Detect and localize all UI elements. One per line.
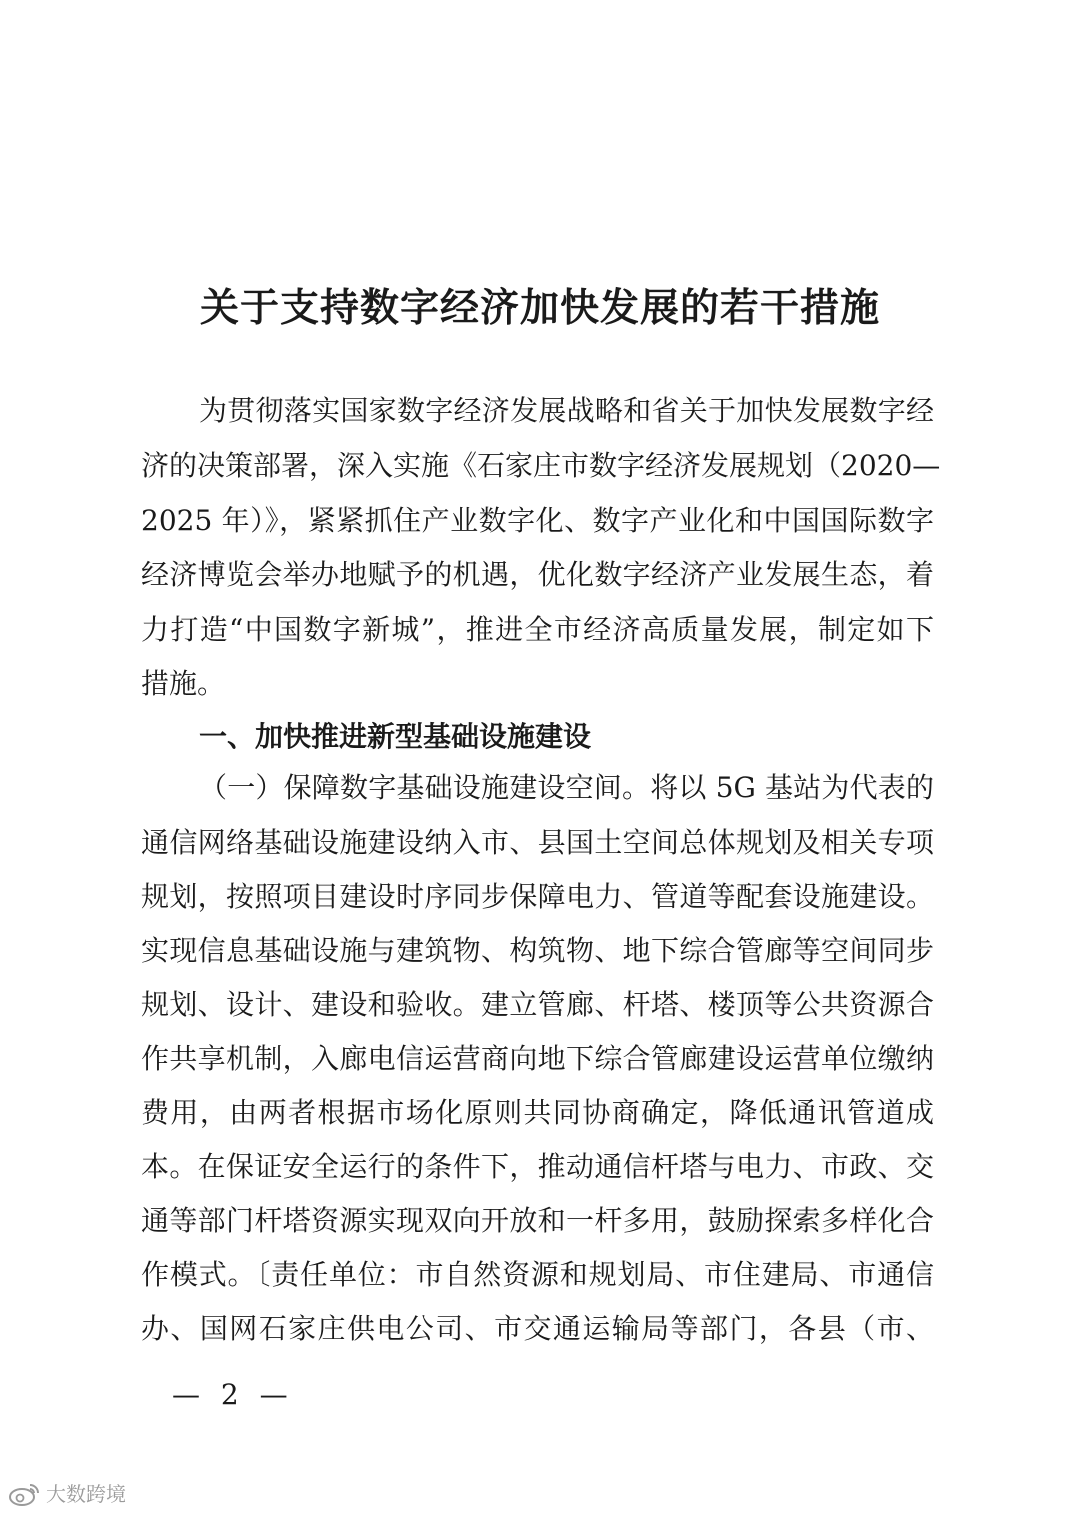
body-line: 本。在保证安全运行的条件下，推动通信杆塔与电力、市政、交 [141, 1150, 934, 1183]
body-line: 2025 年）》，紧紧抓住产业数字化、数字产业化和中国国际数字 [141, 504, 934, 537]
page-number: — 2 — [172, 1378, 294, 1411]
section-heading: 一、加快推进新型基础设施建设 [199, 720, 592, 753]
body-line: 力打造“中国数字新城”，推进全市经济高质量发展，制定如下 [141, 613, 934, 646]
body-line: 措施。 [141, 667, 226, 700]
body-line: 济的决策部署，深入实施《石家庄市数字经济发展规划（2020— [141, 449, 941, 482]
body-line: 通信网络基础设施建设纳入市、县国土空间总体规划及相关专项 [141, 826, 934, 859]
watermark-text: 大数跨境 [46, 1482, 126, 1506]
body-line: 通等部门杆塔资源实现双向开放和一杆多用，鼓励探索多样化合 [141, 1204, 934, 1237]
document-title: 关于支持数字经济加快发展的若干措施 [199, 285, 880, 331]
body-line: 规划，按照项目建设时序同步保障电力、管道等配套设施建设。 [141, 880, 934, 913]
watermark [8, 1480, 126, 1508]
body-line: 作模式。〔责任单位：市自然资源和规划局、市住建局、市通信 [141, 1258, 934, 1291]
body-line: 规划、设计、建设和验收。建立管廊、杆塔、楼顶等公共资源合 [141, 988, 934, 1021]
body-line: （一）保障数字基础设施建设空间。将以 5G 基站为代表的 [199, 771, 934, 804]
weibo-icon [8, 1481, 42, 1507]
body-line: 办、国网石家庄供电公司、市交通运输局等部门，各县（市、 [141, 1312, 934, 1345]
body-line: 作共享机制，入廊电信运营商向地下综合管廊建设运营单位缴纳 [141, 1042, 934, 1075]
body-line: 经济博览会举办地赋予的机遇，优化数字经济产业发展生态，着 [141, 558, 934, 591]
body-line: 为贯彻落实国家数字经济发展战略和省关于加快发展数字经 [199, 394, 934, 427]
body-line: 实现信息基础设施与建筑物、构筑物、地下综合管廊等空间同步 [141, 934, 934, 967]
body-line: 费用，由两者根据市场化原则共同协商确定，降低通讯管道成 [141, 1096, 934, 1129]
